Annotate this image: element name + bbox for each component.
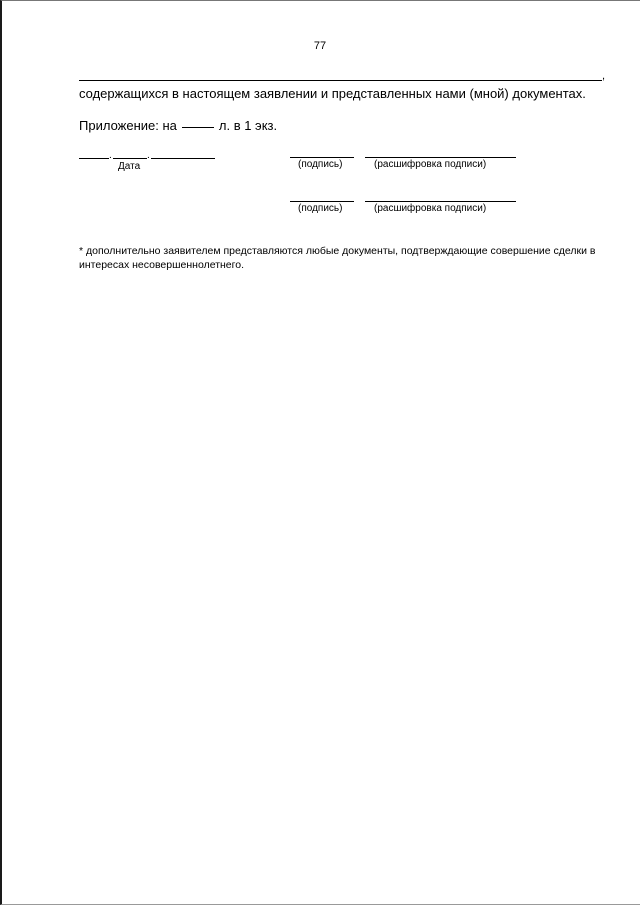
transcript-1-label: (расшифровка подписи) [374, 159, 487, 170]
appendix-prefix: Приложение: на [79, 118, 177, 133]
signature-1-blank[interactable] [290, 157, 354, 158]
date-month-blank[interactable] [113, 158, 147, 159]
transcript-2-blank[interactable] [365, 201, 516, 202]
appendix-line [79, 118, 277, 133]
signature-2-blank[interactable] [290, 201, 354, 202]
appendix-suffix: л. в 1 экз. [218, 118, 278, 133]
transcript-1-blank[interactable] [365, 157, 516, 158]
top-fill-line [79, 80, 602, 81]
transcript-2-label: (расшифровка подписи) [374, 203, 487, 214]
date-day-blank[interactable] [79, 158, 109, 159]
signature-1-label: (подпись) [298, 159, 343, 170]
top-line-comma: , [602, 70, 606, 82]
appendix-pages-blank[interactable] [182, 127, 214, 128]
date-separator-2: . [147, 150, 150, 161]
footnote: * дополнительно заявителем представляются любые документы, подтверждающие совершение сделки в интересах несовершеннолетнего. [79, 245, 596, 271]
date-year-blank[interactable] [151, 158, 215, 159]
page-number: 77 [313, 40, 327, 52]
statement-line: содержащихся в настоящем заявлении и представленных нами (мной) документах. [79, 86, 586, 101]
date-separator-1: . [109, 150, 112, 161]
date-label: Дата [118, 161, 141, 172]
signature-2-label: (подпись) [298, 203, 343, 214]
